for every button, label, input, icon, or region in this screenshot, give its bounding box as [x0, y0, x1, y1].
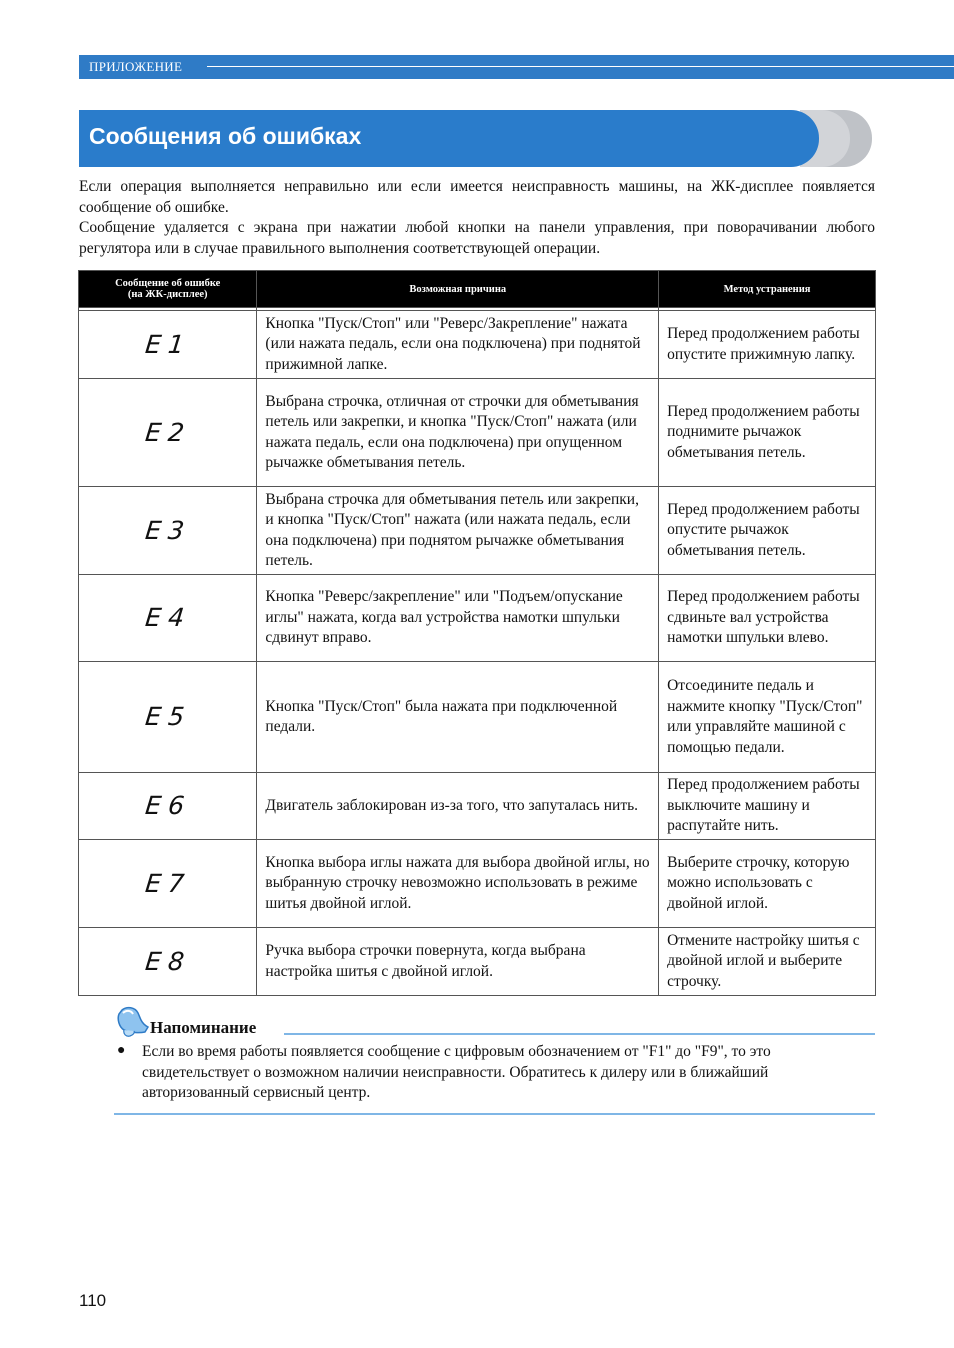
memo-rule-bottom	[114, 1113, 875, 1115]
memo-text: Если во время работы появляется сообщение с цифровым обозначением от "F1" до "F9", то это свидетельствует о возможном наличии неисправности. Обратитесь к дилеру или в ближайший авторизованный сервисный центр.	[142, 1043, 771, 1101]
error-cause: Кнопка "Реверс/закрепление" или "Подъем/опускание иглы" нажата, когда вал устройства намотки шпульки сдвинут вправо.	[257, 575, 659, 662]
memo-rule-top	[284, 1033, 875, 1035]
table-row	[79, 487, 876, 575]
error-table	[78, 270, 876, 996]
table-header-row	[79, 271, 876, 308]
error-remedy: Отсоедините педаль и нажмите кнопку "Пуск/Стоп" или управляйте машиной с помощью педали.	[659, 662, 876, 773]
section-band	[79, 55, 954, 79]
error-remedy: Перед продолжением работы поднимите рычажок обметывания петель.	[659, 379, 876, 487]
bullet-icon: ●	[117, 1043, 126, 1058]
header-message-line2: (на ЖК-дисплее)	[127, 289, 208, 300]
header-message	[79, 271, 257, 308]
error-code: E7	[74, 840, 262, 928]
error-code: E5	[73, 662, 263, 773]
title-bar	[79, 110, 819, 167]
error-remedy: Отмените настройку шитья с двойной иглой и выберите строчку.	[659, 928, 876, 996]
error-code: E1	[75, 311, 261, 379]
error-remedy: Перед продолжением работы опустите прижимную лапку.	[659, 311, 876, 379]
intro-paragraph-1: Если операция выполняется неправильно или если имеется неисправность машины, на ЖК-дисплее появляется сообщение об ошибке.	[79, 178, 875, 216]
header-cause: Возможная причина	[257, 271, 659, 308]
section-label: ПРИЛОЖЕНИЕ	[89, 59, 186, 75]
error-cause: Кнопка "Пуск/Стоп" была нажата при подключенной педали.	[257, 662, 659, 773]
table-row	[79, 840, 876, 928]
error-cause: Кнопка "Пуск/Стоп" или "Реверс/Закрепление" нажата (или нажата педаль, если она подключена) при поднятой прижимной лапке.	[257, 311, 659, 379]
error-remedy: Перед продолжением работы выключите машину и распутайте нить.	[659, 773, 876, 840]
header-message-line1: Сообщение об ошибке	[115, 278, 221, 289]
error-code: E3	[74, 487, 262, 575]
error-remedy: Перед продолжением работы опустите рычажок обметывания петель.	[659, 487, 876, 575]
table-row	[79, 662, 876, 773]
section-band-rule	[207, 66, 954, 67]
memo-title: Напоминание	[150, 1018, 257, 1037]
table-row	[79, 311, 876, 379]
error-code: E4	[74, 575, 262, 662]
error-code: E2	[73, 379, 263, 487]
error-cause: Двигатель заблокирован из-за того, что запуталась нить.	[257, 773, 659, 840]
error-remedy: Выберите строчку, которую можно использовать с двойной иглой.	[659, 840, 876, 928]
error-cause: Выбрана строчка для обметывания петель или закрепки, и кнопка "Пуск/Стоп" нажата (или нажата педаль, если она подключена) при поднятом рычажке обметывания петель.	[257, 487, 659, 575]
error-cause: Кнопка выбора иглы нажата для выбора двойной иглы, но выбранную строчку невозможно использовать в режиме шитья двойной иглой.	[257, 840, 659, 928]
table-row	[79, 379, 876, 487]
error-cause: Выбрана строчка, отличная от строчки для обметывания петель или закрепки, и кнопка "Пуск/Стоп" нажата (или нажата педаль, если она подключена) при опущенном рычажке обметывания петель.	[257, 379, 659, 487]
table-row	[79, 773, 876, 840]
error-remedy: Перед продолжением работы сдвиньте вал устройства намотки шпульки влево.	[659, 575, 876, 662]
table-row	[79, 928, 876, 996]
intro-paragraph-2: Сообщение удаляется с экрана при нажатии любой кнопки на панели управления, при поворачивании любого регулятора или в случае правильного выполнения соответствующей операции.	[79, 219, 875, 257]
memo-icon	[114, 1005, 150, 1039]
error-code: E6	[75, 773, 260, 840]
intro-text	[79, 177, 875, 259]
page-number: 110	[79, 1291, 107, 1310]
page-title: Сообщения об ошибках	[89, 123, 362, 149]
table-row	[79, 575, 876, 662]
error-code: E8	[75, 928, 261, 996]
error-cause: Ручка выбора строчки повернута, когда выбрана настройка шитья с двойной иглой.	[257, 928, 659, 996]
header-remedy: Метод устранения	[659, 271, 876, 308]
